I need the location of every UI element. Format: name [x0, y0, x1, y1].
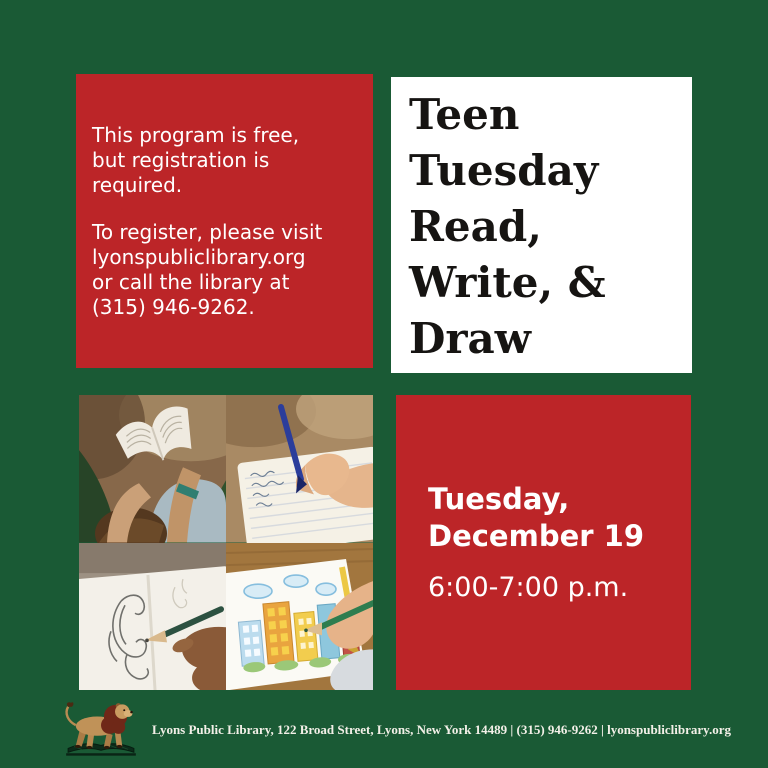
info-line: This program is free,: [92, 122, 300, 147]
photo-coloring: [226, 543, 373, 691]
photo-reading: [79, 395, 226, 543]
info-line: lyonspubliclibrary.org: [92, 244, 306, 269]
event-title-line: Tuesday: [409, 146, 599, 195]
event-date-line: December 19: [428, 518, 644, 553]
event-title-line: Draw: [409, 314, 531, 363]
event-title-line: Teen: [409, 90, 520, 139]
schedule-box: [396, 395, 691, 690]
event-date-line: Tuesday,: [428, 481, 570, 516]
registration-info-box: [76, 74, 373, 368]
event-title-box: [391, 77, 692, 373]
footer: [58, 698, 768, 762]
event-time: 6:00-7:00 p.m.: [428, 571, 629, 603]
event-title-line: Write, &: [409, 258, 606, 307]
photo-sketching: [79, 543, 226, 691]
info-line: or call the library at: [92, 269, 290, 294]
info-line: required.: [92, 172, 183, 197]
registration-paragraph: [92, 123, 357, 198]
photo-collage: [79, 395, 373, 690]
library-contact-line: Lyons Public Library, 122 Broad Street, Lyons, New York 14489 | (315) 946-9262 | lyonspubliclibrary.org: [152, 722, 731, 737]
info-line: but registration is: [92, 147, 270, 172]
info-line: To register, please visit: [92, 219, 323, 244]
photo-writing: [226, 395, 373, 543]
how-to-register-paragraph: [92, 220, 357, 320]
lion-logo-icon: [58, 700, 144, 760]
event-title-line: Read,: [409, 202, 542, 251]
info-line: (315) 946-9262.: [92, 294, 255, 319]
